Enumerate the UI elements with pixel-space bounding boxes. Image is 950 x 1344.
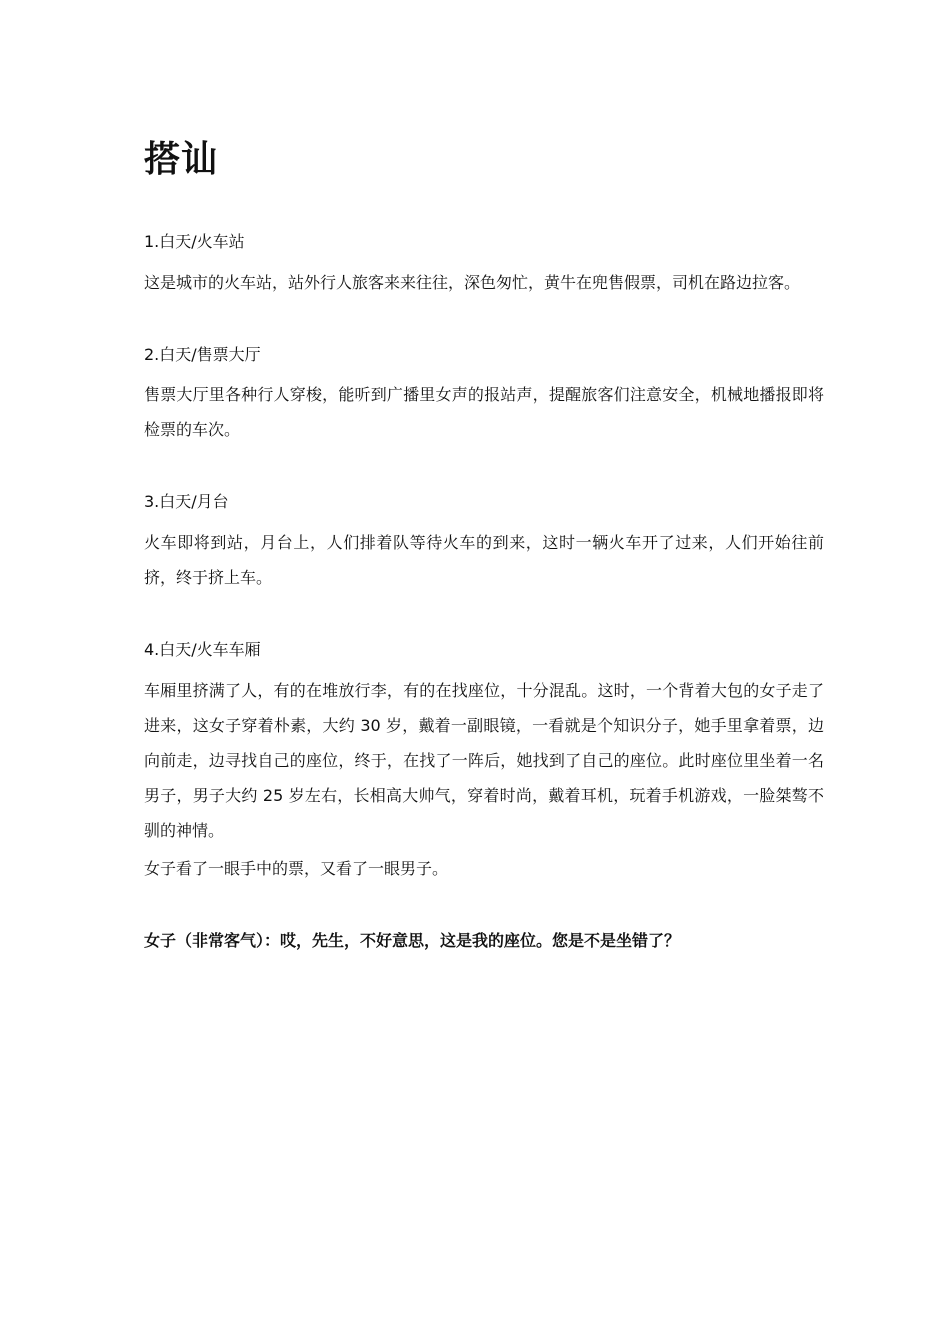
scene-4-paragraph: 车厢里挤满了人，有的在堆放行李，有的在找座位，十分混乱。这时，一个背着大包的女子走了进来，这女子穿着朴素，大约 30 岁，戴着一副眼镜，一看就是个知识分子，她手里拿着票，边向前走，边寻找自己的座位，终于，在找了一阵后，她找到了自己的座位。此时座位里坐着一名男子，男子大约 25 岁左右，长相高大帅气，穿着时尚，戴着耳机，玩着手机游戏，一脸桀骜不驯的神情。: [144, 681, 824, 840]
dialogue-line: 女子（非常客气）：哎，先生，不好意思，这是我的座位。您是不是坐错了？: [144, 931, 681, 950]
scene-1-paragraph: 这是城市的火车站，站外行人旅客来来往往，深色匆忙，黄牛在兜售假票，司机在路边拉客。: [144, 273, 801, 292]
document-title: 搭讪: [144, 139, 219, 180]
scene-2-paragraph: 售票大厅里各种行人穿梭，能听到广播里女声的报站声，提醒旅客们注意安全，机械地播报即将检票的车次。: [144, 385, 824, 439]
scene-2-heading: 2.白天/售票大厅: [144, 345, 261, 364]
scene-4-paragraph-2: 女子看了一眼手中的票，又看了一眼男子。: [144, 859, 449, 878]
scene-3-paragraph: 火车即将到站，月台上，人们排着队等待火车的到来，这时一辆火车开了过来，人们开始往前挤，终于挤上车。: [144, 533, 824, 587]
scene-1-heading: 1.白天/火车站: [144, 232, 245, 251]
scene-4-heading: 4.白天/火车车厢: [144, 640, 261, 659]
scene-3-heading: 3.白天/月台: [144, 492, 229, 511]
